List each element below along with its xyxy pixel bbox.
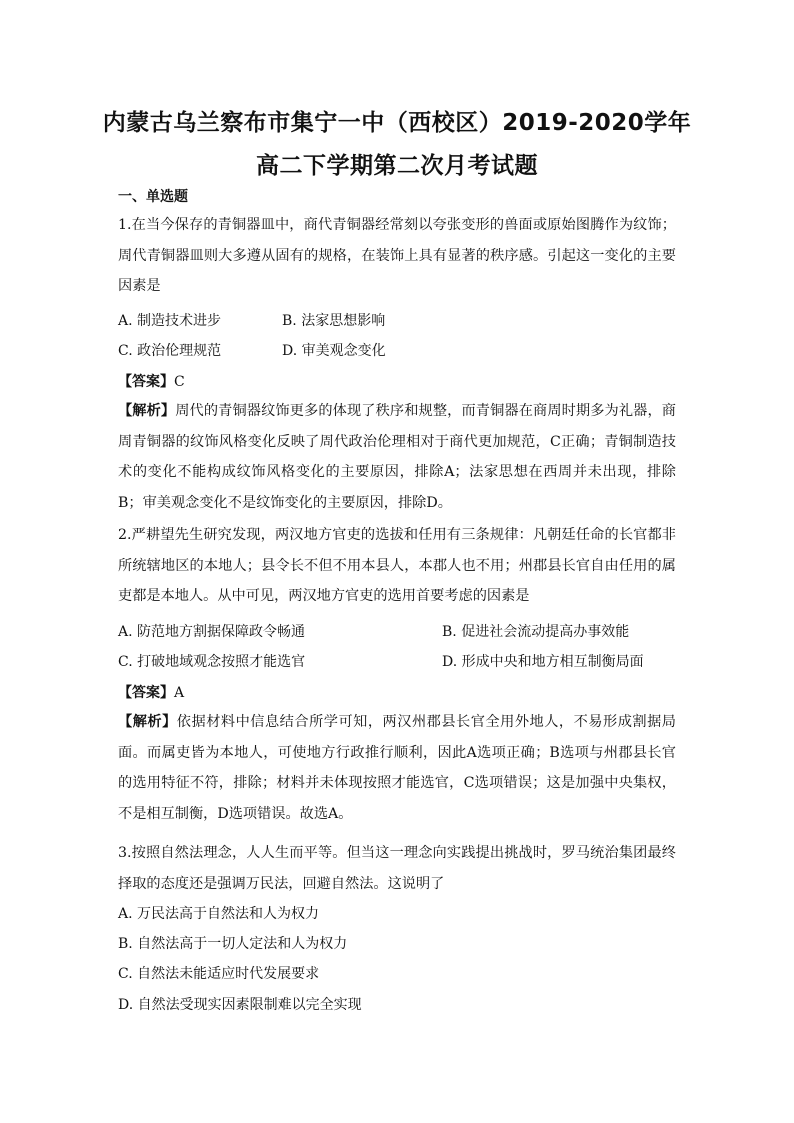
question-2-answer bbox=[118, 683, 184, 703]
question-3-stem: 3.按照自然法理念，人人生而平等。但当这一理念向实践提出挑战时，罗马统治集团最终择取的态度还是强调万民法，回避自然法。这说明了 bbox=[118, 845, 676, 892]
question-1-option-a: A. 制造技术进步 bbox=[118, 313, 222, 329]
question-1-stem: 1.在当今保存的青铜器皿中，商代青铜器经常刻以夸张变形的兽面或原始图腾作为纹饰；周代青铜器皿则大多遵从固有的规格，在装饰上具有显著的秩序感。引起这一变化的主要因素是 bbox=[118, 217, 676, 294]
answer-label: 【答案】 bbox=[118, 685, 174, 701]
answer-value: C bbox=[174, 374, 185, 390]
question-1-answer bbox=[118, 372, 185, 392]
question-1-option-b: B. 法家思想影响 bbox=[282, 313, 386, 329]
analysis-label: 【解析】 bbox=[118, 714, 177, 730]
question-2-option-a: A. 防范地方割据保障政令畅通 bbox=[118, 624, 306, 640]
question-1-option-d: D. 审美观念变化 bbox=[282, 343, 386, 359]
question-2-analysis bbox=[118, 707, 676, 829]
question-2-option-c: C. 打破地域观念按照才能选官 bbox=[118, 654, 306, 670]
document-title-line1: 内蒙古乌兰察布市集宁一中（西校区）2019-2020学年 bbox=[102, 110, 692, 136]
question-3-option-d: D. 自然法受现实因素限制难以完全实现 bbox=[118, 997, 362, 1013]
answer-label: 【答案】 bbox=[118, 374, 174, 390]
analysis-label: 【解析】 bbox=[118, 403, 176, 419]
analysis-text: 依据材料中信息结合所学可知，两汉州郡县长官全用外地人，不易形成割据局面。而属吏皆为本地人，可使地方行政推行顺利，因此A选项正确；B选项与州郡县长官的选用特征不符，排除；材料并未体现按照才能选官，C选项错误；这是加强中央集权，不是相互制衡，D选项错误。故选A。 bbox=[118, 714, 676, 822]
question-1-analysis bbox=[118, 396, 676, 518]
question-2-option-d: D. 形成中央和地方相互制衡局面 bbox=[442, 654, 644, 670]
question-3-option-c: C. 自然法未能适应时代发展要求 bbox=[118, 966, 320, 982]
answer-value: A bbox=[174, 685, 185, 701]
question-2-stem: 2.严耕望先生研究发现，两汉地方官吏的选拔和任用有三条规律：凡朝廷任命的长官都非所统辖地区的本地人；县令长不但不用本县人，本郡人也不用；州郡县长官自由任用的属吏都是本地人。从中可见，两汉地方官吏的选用首要考虑的因素是 bbox=[118, 527, 676, 604]
question-3-option-a: A. 万民法高于自然法和人为权力 bbox=[118, 906, 320, 922]
document-title-line2: 高二下学期第二次月考试题 bbox=[256, 153, 538, 179]
question-1-option-c: C. 政治伦理规范 bbox=[118, 343, 222, 359]
section-heading: 一、单选题 bbox=[118, 189, 188, 205]
question-2-option-b: B. 促进社会流动提高办事效能 bbox=[442, 624, 630, 640]
analysis-text: 周代的青铜器纹饰更多的体现了秩序和规整，而青铜器在商周时期多为礼器，商周青铜器的纹饰风格变化反映了周代政治伦理相对于商代更加规范，C正确；青铜制造技术的变化不能构成纹饰风格变化的主要原因，排除A；法家思想在西周并未出现，排除B；审美观念变化不是纹饰变化的主要原因，排除D。 bbox=[118, 403, 676, 511]
question-3-option-b: B. 自然法高于一切人定法和人为权力 bbox=[118, 936, 348, 952]
